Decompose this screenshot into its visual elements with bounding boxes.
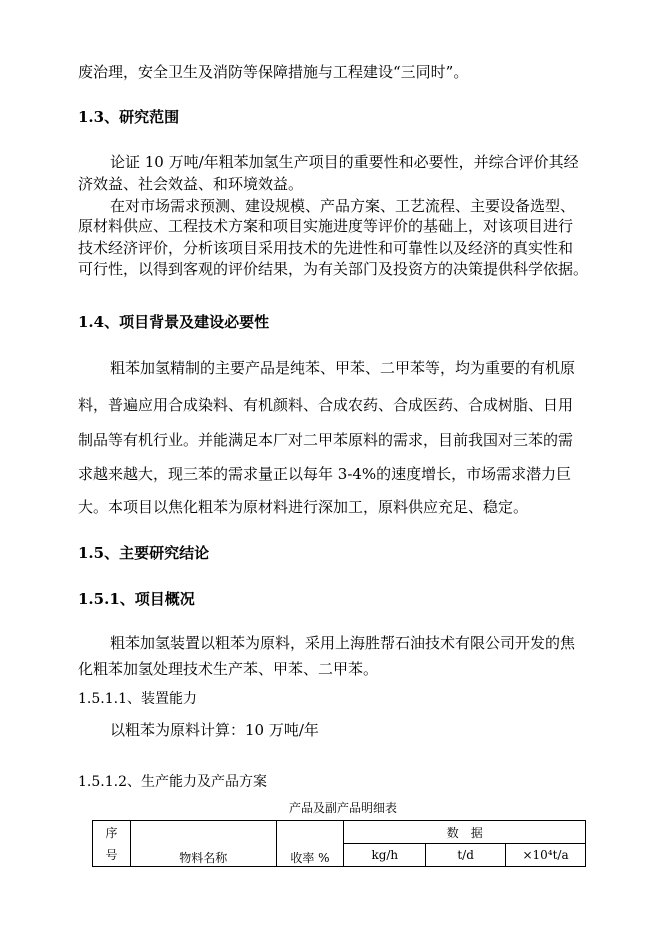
section-1-3-heading: 1.3、研究范围 (78, 108, 180, 126)
intro-line: 废治理，安全卫生及消防等保障措施与工程建设“三同时”。 (78, 63, 469, 81)
table-header-row-1 (93, 821, 586, 844)
sec14-line1: 粗苯加氢精制的主要产品是纯苯、甲苯、二甲苯等，均为重要的有机原 (110, 359, 576, 377)
col-td: t/d (426, 844, 506, 867)
sec13-para2-line1: 在对市场需求预测、建设规模、产品方案、工艺流程、主要设备选型、 (110, 197, 576, 215)
product-table (92, 820, 586, 867)
section-1-5-1-2-heading: 1.5.1.2、生产能力及产品方案 (78, 774, 267, 790)
sec14-line4: 求越来越大，现三苯的需求量正以每年 3-4%的速度增长，市场需求潜力巨 (78, 465, 572, 483)
section-1-5-1-heading: 1.5.1、项目概况 (78, 590, 195, 608)
sec13-para2-line3: 技术经济评价，分析该项目采用技术的先进性和可靠性以及经济的真实性和 (78, 239, 574, 257)
sec151-para-line2: 化粗苯加氢处理技术生产苯、甲苯、二甲苯。 (78, 660, 379, 678)
sec14-line2: 料，普遍应用合成染料、有机颜料、合成农药、合成医药、合成树脂、日用 (78, 396, 574, 414)
sec151-para-line1: 粗苯加氢装置以粗苯为原料，采用上海胜帮石油技术有限公司开发的焦 (110, 634, 576, 652)
col-material-name (130, 821, 276, 867)
section-1-5-heading: 1.5、主要研究结论 (78, 544, 210, 562)
table-caption: 产品及副产品明细表 (289, 801, 398, 815)
sec13-para2-line4: 可行性，以得到客观的评价结果，为有关部门及投资方的决策提供科学依据。 (78, 260, 589, 278)
col-yield-label: 收率 % (290, 851, 330, 865)
section-1-4-heading: 1.4、项目背景及建设必要性 (78, 313, 270, 331)
section-1-5-1-1-heading: 1.5.1.1、装置能力 (78, 691, 197, 707)
col-seq-bottom: 号 (93, 844, 131, 867)
sec14-line3: 制品等有机行业。并能满足本厂对二甲苯原料的需求，目前我国对三苯的需 (78, 431, 574, 449)
col-yield (276, 821, 344, 867)
col-seq-top: 序 (93, 821, 131, 844)
capacity-line: 以粗苯为原料计算：10 万吨/年 (110, 721, 319, 739)
sec13-para1-line2: 济效益、社会效益、和环境效益。 (78, 175, 304, 193)
col-data: 数 据 (344, 821, 586, 844)
sec13-para1-line1: 论证 10 万吨/年粗苯加氢生产项目的重要性和必要性，并综合评价其经 (110, 153, 579, 171)
sec13-para2-line2: 原材料供应、工程技术方案和项目实施进度等评价的基础上，对该项目进行 (78, 217, 574, 235)
sec14-line5: 大。本项目以焦化粗苯为原材料进行深加工，原料供应充足、稳定。 (78, 498, 529, 516)
col-ta: ×10⁴t/a (506, 844, 586, 867)
col-kgh: kg/h (344, 844, 426, 867)
col-material-name-label: 物料名称 (179, 851, 228, 865)
